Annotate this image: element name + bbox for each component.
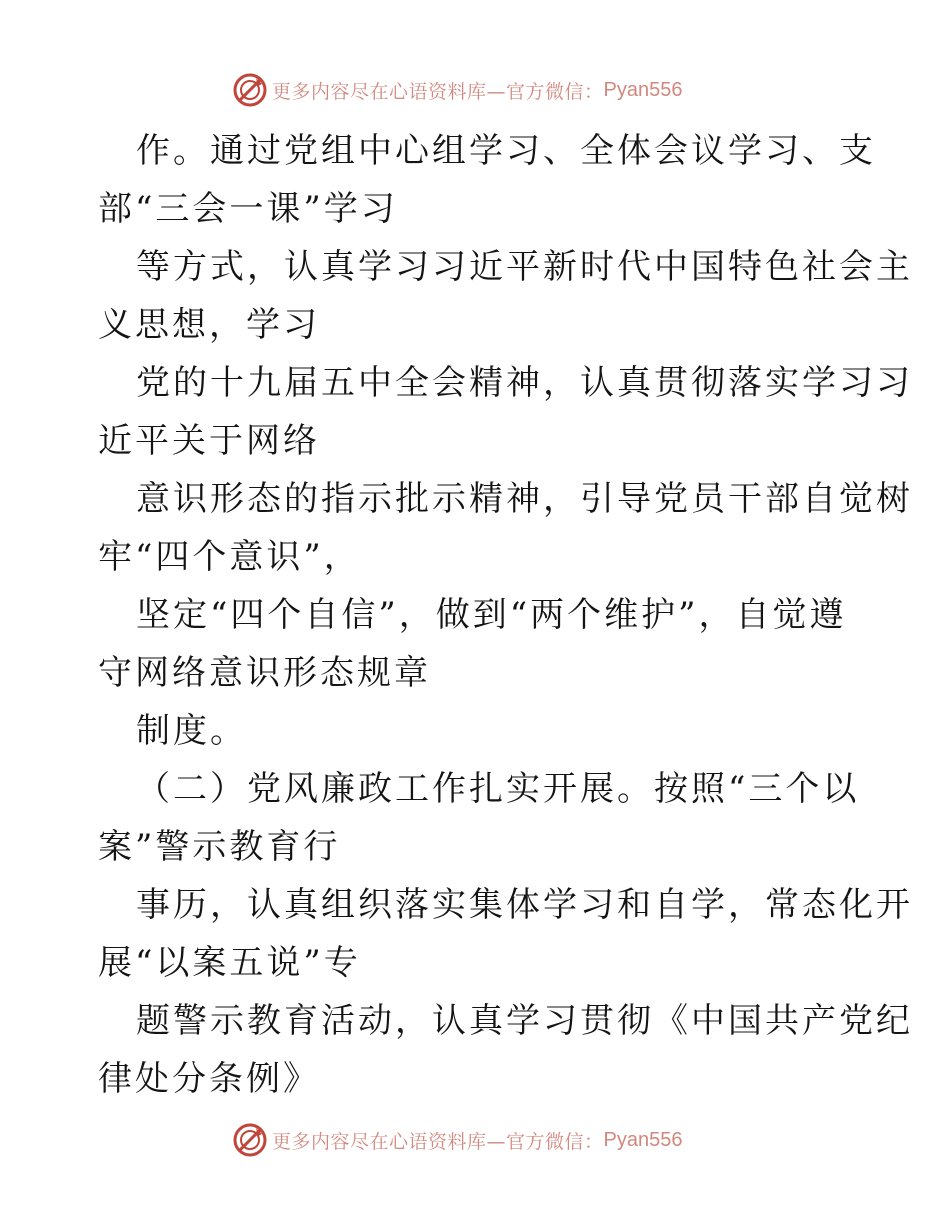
paragraph-line: 近平关于网络 — [98, 421, 320, 461]
document-body — [98, 122, 913, 1108]
paragraph-line: 题警示教育活动，认真学习贯彻《中国共产党纪 — [136, 1001, 913, 1041]
paragraph-line: 牢“四个意识”， — [98, 537, 361, 577]
paragraph-line: 事历，认真组织落实集体学习和自学，常态化开 — [136, 885, 913, 925]
paragraph-line: 展“以案五说”专 — [98, 943, 361, 983]
paragraph-line: 案”警示教育行 — [98, 827, 341, 867]
paragraph-line: 坚定“四个自信”，做到“两个维护”，自觉遵 — [136, 595, 847, 635]
banner-wechat-id: Pyan556 — [603, 1128, 683, 1151]
paragraph-line: 义思想，学习 — [98, 305, 320, 345]
paragraph-line: 部“三会一课”学习 — [98, 189, 398, 229]
brand-logo-icon — [232, 1122, 268, 1158]
banner-text: 更多内容尽在心语资料库—官方微信： — [272, 80, 604, 103]
paragraph-line: 律处分条例》 — [98, 1059, 320, 1099]
paragraph-line: 意识形态的指示批示精神，引导党员干部自觉树 — [136, 479, 913, 519]
paragraph-line: 守网络意识形态规章 — [98, 653, 431, 693]
paragraph-line: 作。通过党组中心组学习、全体会议学习、支 — [136, 131, 876, 171]
paragraph-line: 等方式，认真学习习近平新时代中国特色社会主 — [136, 247, 913, 287]
paragraph-line: 党的十九届五中全会精神，认真贯彻落实学习习 — [136, 363, 913, 403]
header-banner — [232, 70, 682, 110]
section-heading-line: （二）党风廉政工作扎实开展。按照“三个以 — [136, 769, 860, 809]
footer-banner — [232, 1120, 682, 1160]
paragraph-line: 制度。 — [136, 711, 247, 751]
brand-logo-icon — [232, 72, 268, 108]
banner-wechat-id: Pyan556 — [603, 78, 683, 101]
banner-text: 更多内容尽在心语资料库—官方微信： — [272, 1130, 604, 1153]
